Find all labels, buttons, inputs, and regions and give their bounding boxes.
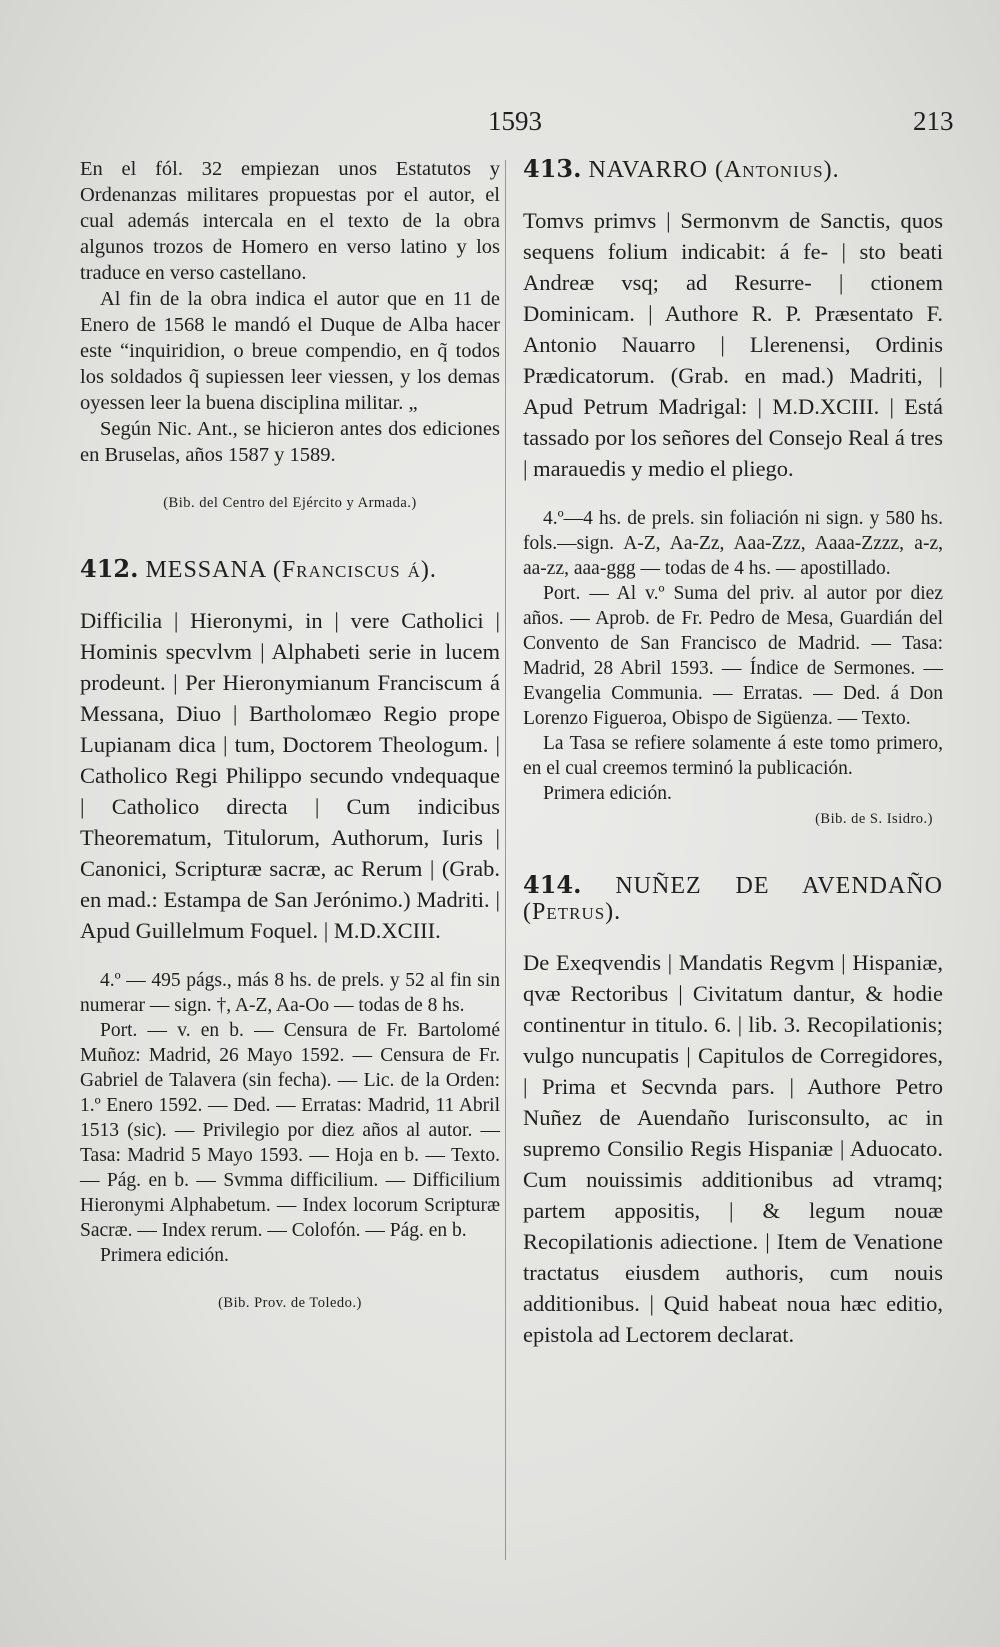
entry-413-source: (Bib. de S. Isidro.): [815, 811, 933, 827]
entry-author-latin: (Franciscus á).: [272, 557, 437, 583]
entry-author: NAVARRO: [588, 157, 708, 183]
entry-number: 412.: [80, 554, 139, 583]
continuation-paragraph-2: Al fin de la obra indica el autor que en 11 de Enero de 1568 le mandó el Duque de Alba hacer este “inquiridion, o breue compendio, en q̃ todos los soldados q̃ supiessen leer viessen, y los demas oyessen leer la buena disciplina militar. „: [80, 288, 500, 414]
entry-412-heading: [80, 556, 500, 583]
continuation-paragraph-3: Según Nic. Ant., se hicieron antes dos ediciones en Bruselas, años 1587 y 1589.: [80, 418, 500, 466]
entry-number: 413.: [523, 154, 582, 183]
entry-author-latin: (Antonius).: [714, 157, 840, 183]
entry-413-collation: 4.º—4 hs. de prels. sin foliación ni sign. y 580 hs. fols.—sign. A-Z, Aa-Zz, Aaa-Zzz, Aaaa-Zzzz, a-z, aa-zz, aaa-ggg — todas de 4 hs. — apostillado.: [523, 508, 943, 579]
entry-author: MESSANA: [145, 557, 266, 583]
entry-414-heading: [523, 872, 943, 925]
continuation-source: (Bib. del Centro del Ejército y Armada.): [163, 495, 417, 511]
entry-413-transcription: Tomvs primvs | Sermonvm de Sanctis, quos sequens folium indicabit: á fe- | sto beati Andreæ vsq; ad Resurre- | ctionem Dominicam. | Authore R. P. Præsentato F. Antonio Nauarro | Llerenensi, Ordinis Prædicatorum. (Grab. en mad.) Madriti, | Apud Petrum Madrigal: | M.D.XCIII. | Está tassado por los señores del Consejo Real á tres | marauedis y medio el pliego.: [523, 208, 943, 481]
column-divider: [505, 160, 506, 1560]
entry-412-edition: Primera edición.: [100, 1245, 229, 1266]
entry-412-contents: Port. — v. en b. — Censura de Fr. Bartolomé Muñoz: Madrid, 26 Mayo 1592. — Censura de Fr. Gabriel de Talavera (sin fecha). — Lic. de la Orden: 1.º Enero 1592. — Ded. — Erratas: Madrid, 11 Abril 1513 (sic). — Privilegio por diez años al autor. — Tasa: Madrid 5 Mayo 1593. — Hoja en b. — Texto. — Pág. en b. — Svmma difficilium. — Difficilium Hieronymi Alphabetum. — Index locorum Scripturæ Sacræ. — Index rerum. — Colofón. — Pág. en b.: [80, 1020, 500, 1241]
left-column: [80, 156, 500, 1316]
entry-413-remark: La Tasa se refiere solamente á este tomo primero, en el cual creemos terminó la publicación.: [523, 733, 943, 779]
entry-number: 414.: [523, 870, 582, 899]
entry-author-latin: (Petrus).: [523, 899, 622, 925]
continuation-paragraph-1: En el fól. 32 empiezan unos Estatutos y Ordenanzas militares propuestas por el autor, el cual además intercala en el texto de la obra algunos trozos de Homero en verso latino y los traduce en verso castellano.: [80, 158, 500, 284]
entry-author: NUÑEZ DE AVENDAÑO: [615, 873, 943, 899]
entry-412-transcription: Difficilia | Hieronymi, in | vere Catholici | Hominis specvlvm | Alphabeti serie in lucem prodeunt. | Per Hieronymianum Franciscum á Messana, Diuo | Bartholomæo Regio prope Lupianam dica | tum, Doctorem Theologum. | Catholico Regi Philippo secundo vndequaque | Catholico directa | Cum indicibus Theorematum, Titulorum, Authorum, Iuris | Canonici, Scripturæ sacræ, ac Rerum | (Grab. en mad.: Estampa de San Jerónimo.) Madriti. | Apud Guillelmum Foquel. | M.D.XCIII.: [80, 608, 500, 943]
entry-414-transcription: De Exeqvendis | Mandatis Regvm | Hispaniæ, qvæ Rectoribus | Civitatum dantur, & hodie continentur in titulo. 6. | lib. 3. Recopilationis; vulgo nuncupatis | Capitulos de Corregidores, | Prima et Secvnda pars. | Authore Petro Nuñez de Auendaño Iurisconsulto, ac in supremo Consilio Regis Hispaniæ | Aduocato. Cum nouissimis additionibus ad vtramq; partem appositis, | & legum nouæ Recopilationis adiectione. | Item de Venatione tractatus eiusdem authoris, cum nouis additionibus. | Quid habeat noua hæc editio, epistola ad Lectorem declarat.: [523, 950, 943, 1347]
entry-413-edition: Primera edición.: [543, 783, 672, 804]
entry-413-heading: [523, 156, 943, 183]
entry-413-contents: Port. — Al v.º Suma del priv. al autor por diez años. — Aprob. de Fr. Pedro de Mesa, Guardián del Convento de San Francisco de Madrid. — Tasa: Madrid, 28 Abril 1593. — Índice de Sermones. — Evangelia Communia. — Erratas. — Ded. á Don Lorenzo Figueroa, Obispo de Sigüenza. — Texto.: [523, 583, 943, 729]
entry-412-source: (Bib. Prov. de Toledo.): [218, 1295, 362, 1311]
page-number: 213: [913, 106, 954, 136]
running-header: [0, 106, 1000, 146]
entry-412-collation: 4.º — 495 págs., más 8 hs. de prels. y 52 al fin sin numerar — sign. †, A-Z, Aa-Oo — todas de 8 hs.: [80, 970, 500, 1016]
right-column: [523, 156, 943, 1350]
header-year: 1593: [488, 106, 542, 136]
